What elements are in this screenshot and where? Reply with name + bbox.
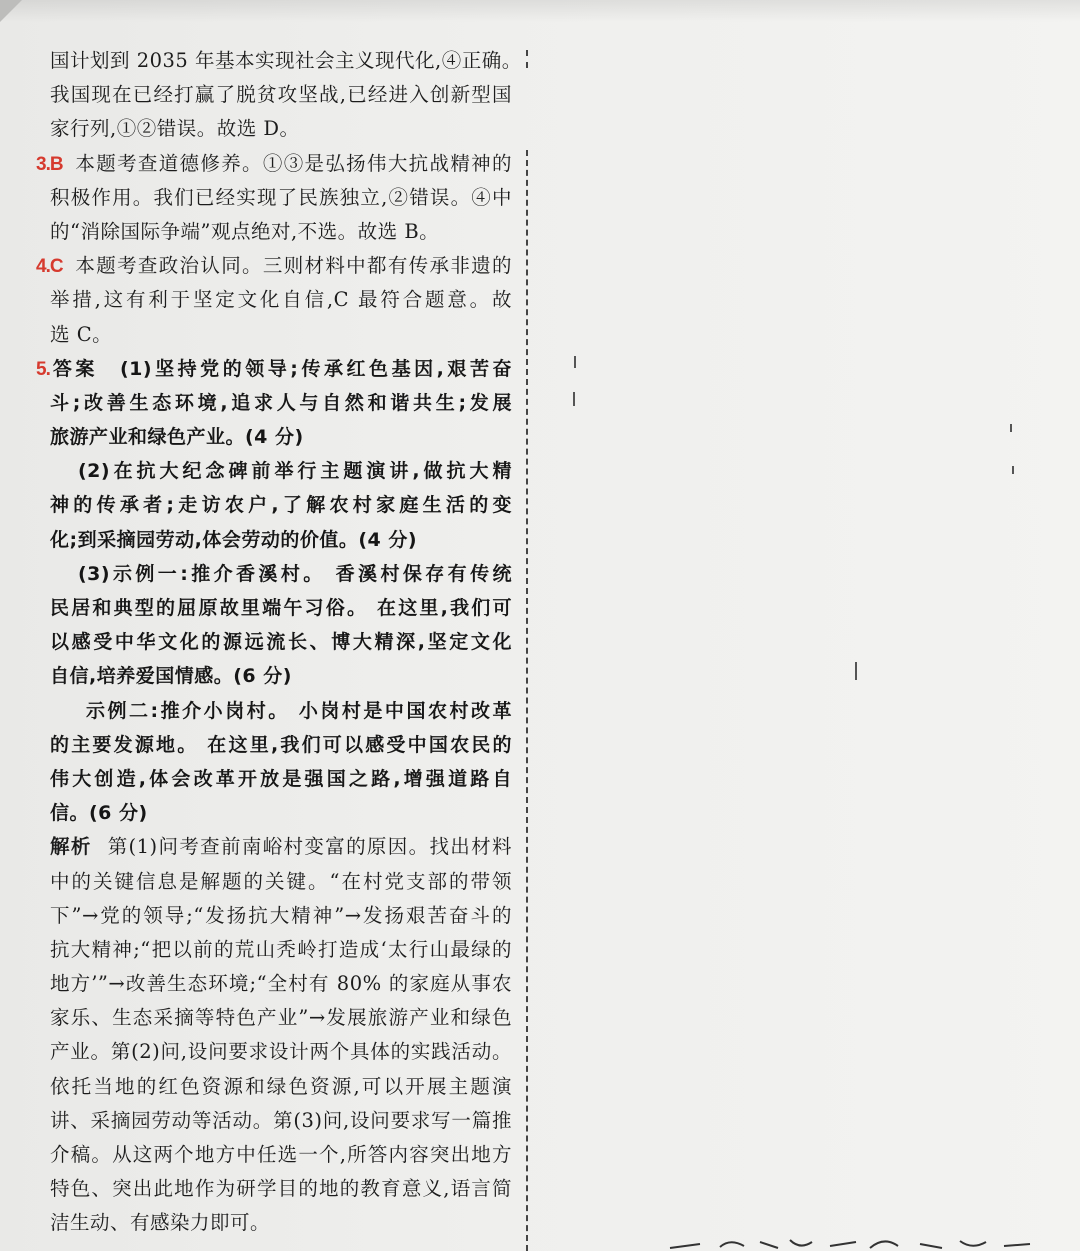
text-line: 神的传承者;走访农户,了解农村家庭生活的变	[50, 494, 512, 517]
stray-mark	[1010, 424, 1012, 432]
question-4-line: 4.C 本题考查政治认同。三则材料中都有传承非遗的	[36, 254, 512, 278]
text-line: 我国现在已经打赢了脱贫攻坚战,已经进入创新型国	[50, 83, 512, 107]
text-line: 洁生动、有感染力即可。	[50, 1211, 271, 1235]
stray-mark	[1012, 466, 1014, 474]
text-line: 家行列,①②错误。故选 D。	[50, 117, 300, 141]
question-number-5: 5.	[36, 358, 50, 380]
text-line: 依托当地的红色资源和绿色资源,可以开展主题演	[50, 1074, 512, 1098]
column-divider-top	[526, 50, 528, 68]
question-5-answer-line: 5.答案 (1)坚持党的领导;传承红色基因,艰苦奋	[36, 357, 512, 380]
text-line: 国计划到 2035 年基本实现社会主义现代化,④正确。	[50, 49, 522, 72]
bottom-scribble	[660, 1232, 1040, 1251]
text-line: 特色、突出此地作为研学目的地的教育意义,语言简	[50, 1177, 512, 1201]
text-line: 信。(6 分)	[50, 802, 148, 825]
question-3-line: 3.B 本题考查道德修养。①③是弘扬伟大抗战精神的	[36, 151, 512, 175]
text-line: 自信,培养爱国情感。(6 分)	[50, 665, 292, 688]
text-line: 伟大创造,体会改革开放是强国之路,增强道路自	[50, 767, 512, 790]
stray-mark	[855, 662, 857, 680]
text-line: 选 C。	[50, 322, 113, 346]
text-line: 化;到采摘园劳动,体会劳动的价值。(4 分)	[50, 528, 418, 551]
text-line: 民居和典型的屈原故里端午习俗。 在这里,我们可	[50, 597, 512, 619]
stray-mark	[573, 392, 575, 406]
text-line: 家乐、生态采摘等特色产业”→发展旅游产业和绿色	[50, 1006, 512, 1030]
page-top-shadow	[0, 0, 1080, 22]
text-line: 斗;改善生态环境,追求人与自然和谐共生;发展	[50, 391, 512, 414]
text-line: 举措,这有利于坚定文化自信,C 最符合题意。故	[50, 288, 512, 312]
text-line: 下”→党的领导;“发扬抗大精神”→发扬艰苦奋斗的	[50, 903, 512, 927]
text-line: (3)示例一:推介香溪村。 香溪村保存有传统	[78, 562, 512, 585]
folded-corner	[0, 0, 22, 22]
answer-column	[36, 44, 522, 1241]
text-line: 的主要发源地。 在这里,我们可以感受中国农民的	[50, 733, 512, 756]
answer-label: 答案	[49, 357, 98, 380]
text-line: (2)在抗大纪念碑前举行主题演讲,做抗大精	[78, 460, 512, 483]
text-line: 的“消除国际争端”观点绝对,不选。故选 B。	[50, 219, 440, 243]
text-line: 抗大精神;“把以前的荒山秃岭打造成‘太行山最绿的	[50, 937, 512, 961]
question-number-3: 3.B	[36, 153, 63, 175]
analysis-label: 解析	[50, 835, 92, 859]
text-line: 讲、采摘园劳动等活动。第(3)问,设问要求写一篇推	[50, 1108, 512, 1132]
text-line: 积极作用。我们已经实现了民族独立,②错误。④中	[50, 185, 512, 209]
text-line: 以感受中华文化的源远流长、博大精深,坚定文化	[50, 631, 512, 654]
text-line: 中的关键信息是解题的关键。“在村党支部的带领	[50, 869, 512, 893]
text-line: 介稿。从这两个地方中任选一个,所答内容突出地方	[50, 1143, 512, 1166]
text-line: 旅游产业和绿色产业。(4 分)	[50, 426, 304, 449]
analysis-line: 解析 第(1)问考查前南峪村变富的原因。找出材料	[50, 835, 512, 859]
stray-mark	[574, 356, 576, 368]
text-line: 产业。第(2)问,设问要求设计两个具体的实践活动。	[50, 1040, 512, 1064]
question-number-4: 4.C	[36, 256, 63, 278]
text-line: 示例二:推介小岗村。 小岗村是中国农村改革	[86, 699, 512, 722]
column-divider	[526, 150, 528, 1251]
text-line: 地方’”→改善生态环境;“全村有 80% 的家庭从事农	[50, 972, 512, 996]
